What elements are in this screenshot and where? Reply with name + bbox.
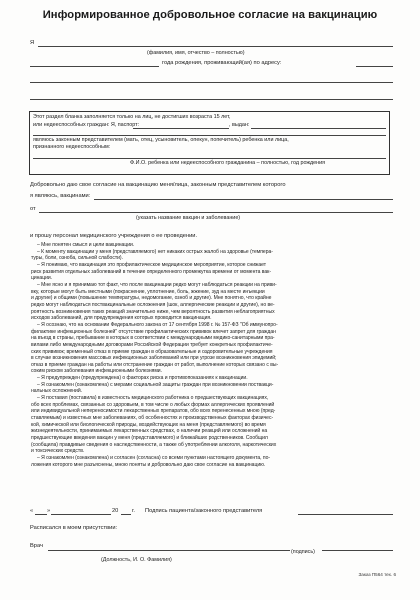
clause-line: ставляемым) и известных мне заболеваниях, об особенностях и производственных факторах физичес- — [31, 415, 274, 422]
minor-guardian-section — [29, 111, 390, 175]
address-field-line-2[interactable] — [30, 82, 393, 83]
clause-line: – Мне понятен смысл и цели вакцинации. — [37, 242, 135, 248]
fio-field-line[interactable] — [38, 46, 393, 47]
clause-line: жизнедеятельности, принимаемых лекарственных средствах, о наличии реакций или осложнений на — [31, 428, 268, 435]
patient-signature-label: Подпись пациента/законного представителя — [145, 508, 263, 514]
clause-line: обо всех проблемах, связанных со здоровьем, в том числе о любых формах аллергических проявлений — [31, 401, 275, 408]
clause-line: и токсических средств. — [31, 448, 85, 455]
clause-line: роятность возникновения таких реакций значительно ниже, чем вероятность развития неблагоприятных — [31, 308, 275, 315]
clause-line: – Я осознаю, что на основании Федерального закона от 17 сентября 1998 г. № 157-ФЗ "Об иммунопро- — [37, 321, 278, 328]
incapable-label: признанного недееспособным: — [33, 144, 111, 150]
clause-line: редко могут наблюдаться поствакцинальные осложнения (шок, аллергические реакции и другие), но ве- — [31, 301, 275, 308]
clause-line: риск развития отдельных заболеваний в течение определенного промежутка времени от момента вак- — [31, 268, 271, 275]
date-year-field[interactable] — [121, 514, 131, 515]
clause-line: и другие) и общими (повышение температуры, недомогание, озноб и другие). Мне понятно, что крайне — [31, 295, 272, 302]
print-order-note: Заказ П564 тех. 6 — [358, 572, 396, 577]
year-prefix: 20 — [112, 508, 119, 514]
consent-clauses — [31, 242, 393, 468]
consent-statement: Добровольно даю свое согласие на вакцинацию меня/лица, законным представителем которого — [30, 182, 286, 188]
sign-caption: (подпись) — [291, 549, 315, 555]
date-open-quote: « — [30, 508, 34, 514]
clause-line: в случае возникновения массовых инфекционных заболеваний или при угрозе возникновения эпидемий; — [31, 355, 277, 362]
date-month-field[interactable] — [51, 514, 111, 515]
clause-line: ложения которого мне разъяснены, мною поняты и добровольно даю свое согласие на вакцинацию. — [31, 461, 266, 468]
request-statement: и прошу персонал медицинского учреждения о ее проведении. — [30, 233, 198, 239]
clause-line: – Я понимаю, что вакцинация это профилактическое медицинское мероприятие, которое снижает — [37, 261, 267, 268]
clause-line: туры, боли, озноба, сильной слабости). — [31, 255, 123, 262]
date-close-quote: » — [47, 508, 51, 514]
clause-line: вилами либо международными договорами Российской Федерации требует конкретных профилактиче- — [31, 341, 273, 348]
clause-line: – Мне ясно и я принимаю тот факт, что после вакцинации редко могут наблюдаться реакции на приви- — [37, 281, 277, 288]
doctor-label: Врач — [30, 543, 43, 549]
clause-line: кой, химической или биологической природы, воздействующих на меня (представляемого) во время — [31, 421, 266, 428]
clause-line: соким риском заболевания инфекционными болезнями. — [31, 368, 162, 375]
clause-line: – Я предупрежден (предупреждена) о факторах риска и противопоказаниях к вакцинации. — [37, 375, 248, 382]
vaccines-label: я являюсь, вакцинами: — [30, 193, 91, 199]
doctor-caption: (Должность, И. О. Фамилия) — [101, 557, 172, 563]
child-name-field-line[interactable] — [33, 158, 386, 159]
clause-line: цинации. — [31, 275, 53, 282]
issued-field-line[interactable] — [251, 128, 386, 129]
doctor-name-line[interactable] — [48, 550, 290, 551]
vaccine-field-line-2[interactable] — [39, 212, 393, 213]
issued-label: , выдан: — [229, 122, 250, 128]
ya-label: Я — [30, 40, 35, 46]
birth-address-label: года рождения, проживающий(ая) по адресу: — [162, 60, 282, 66]
vaccine-caption: (указать название вакцин и заболевание) — [136, 215, 241, 221]
clause-line: – Я ознакомлен (ознакомлена) и согласен (согласна) со всеми пунктами настоящего документа, по- — [37, 455, 271, 461]
signed-presence-label: Расписался в моем присутствии: — [30, 525, 118, 531]
passport-label: или недееспособных граждан: Я, паспорт: — [33, 122, 140, 128]
fio-caption: (фамилия, имя, отчество – полностью) — [147, 50, 245, 56]
clause-line: нальных осложнений. — [31, 388, 83, 395]
clause-line: или индивидуальной непереносимости лекарственных препаратов, обо всех перенесенных мною (пред- — [31, 408, 276, 415]
passport-extra-line[interactable] — [33, 135, 386, 136]
patient-signature-line[interactable] — [298, 514, 393, 515]
child-name-caption: Ф.И.О. ребенка или недееспособного гражданина – полностью, год рождения — [130, 160, 326, 166]
date-day-field[interactable] — [35, 514, 47, 515]
clause-line: – К моменту вакцинации у меня (представляемого) нет никаких острых жалоб на здоровье (темпера- — [37, 248, 273, 255]
address-field-line-1[interactable] — [356, 66, 393, 67]
clause-line: предшествующие введения вакцин у меня (представляемого) и ближайших родственников. Сообщил — [31, 435, 268, 442]
passport-field-line[interactable] — [133, 128, 229, 129]
guardian-statement: являюсь законным представителем (мать, отец, усыновитель, опекун, попечитель) ребенка или лица, — [33, 137, 289, 143]
address-field-line-3[interactable] — [30, 99, 393, 100]
clause-line: – Я ознакомлен (ознакомлена) с мерами социальной защиты граждан при возникновении поствакци- — [37, 381, 274, 388]
clause-line: отказ в приеме граждан на работы или отстранение граждан от работ, выполнение которых связано с вы- — [31, 361, 279, 368]
clause-line: – Я поставил (поставила) в известность медицинского работника о предшествующих вакцинациях, — [37, 395, 269, 402]
minor-section-note: Этот раздел бланка заполняется только на лиц, не достигших возраста 15 лет, — [33, 114, 231, 120]
birth-year-field-line[interactable] — [30, 66, 159, 67]
year-g: г. — [132, 508, 135, 514]
doctor-signature-line[interactable] — [322, 550, 393, 551]
clause-line: на въезд в страны, пребывание в которых в соответствии с международными медико-санитарными пра- — [31, 335, 275, 342]
clause-line: (сообщила) правдивые сведения о наследственности, а также об употреблении алкоголя, наркотических — [31, 441, 277, 448]
clause-line: исходов заболеваний, для предупреждения которых проводится вакцинация. — [31, 315, 212, 322]
clause-line: ских прививок; временный отказ в приеме граждан в образовательные и оздоровительные учреждения — [31, 348, 273, 355]
ot-label: от — [30, 206, 36, 212]
form-title: Информированное добровольное согласие на вакцинацию — [42, 9, 378, 21]
clause-line: филактике инфекционных болезней" отсутствие профилактических прививок влечет запрет для граждан — [31, 328, 276, 335]
vaccine-field-line-1[interactable] — [94, 199, 393, 200]
clause-line: вку, которые могут быть местными (покраснение, уплотнение, боль, жжение, зуд на месте инъекции — [31, 288, 265, 295]
